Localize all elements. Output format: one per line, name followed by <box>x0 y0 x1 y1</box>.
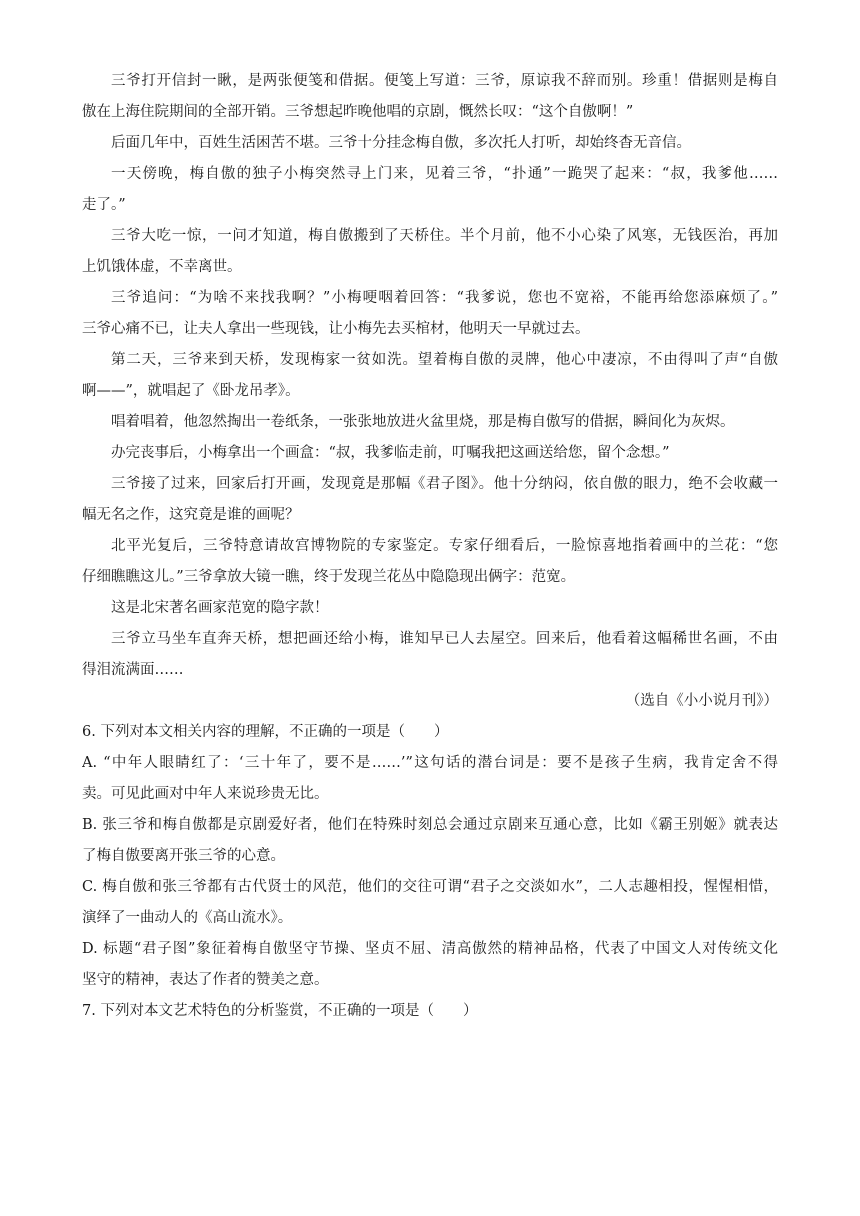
option-d <box>82 934 778 996</box>
option-line: 演绎了一曲动人的《高山流水》。 <box>82 910 293 926</box>
paragraph <box>82 531 778 593</box>
question-stem: 6. 下列对本文相关内容的理解，不正确的一项是（ ） <box>82 724 449 740</box>
text-line: 三爷大吃一惊，一问才知道，梅自傲搬到了天桥住。半个月前，他不小心染了风寒，无钱医治，再加 <box>111 228 778 244</box>
text-line: 三爷接了过来，回家后打开画，发现竟是那幅《君子图》。他十分纳闷，依自傲的眼力，绝不会收藏一 <box>111 476 778 492</box>
paragraph <box>82 66 778 128</box>
text-line: 幅无名之作，这究竟是谁的画呢？ <box>82 507 300 523</box>
text-line: 得泪流满面…… <box>82 662 184 678</box>
text-line: 后面几年中，百姓生活困苦不堪。三爷十分挂念梅自傲，多次托人打听，却始终杳无音信。 <box>111 135 691 151</box>
text-line: 三爷立马坐车直奔天桥，想把画还给小梅，谁知早已人去屋空。回来后，他看着这幅稀世名画，不由 <box>111 631 778 647</box>
option-line: A. “中年人眼睛红了：‘三十年了，要不是……’”这句话的潜台词是：要不是孩子生病，我肯定舍不得 <box>82 755 778 771</box>
text-line: 三爷追问：“为啥不来找我啊？”小梅哽咽着回答：“我爹说，您也不宽裕，不能再给您添麻烦了。” <box>111 290 778 306</box>
paragraph <box>82 407 778 438</box>
option-line: B. 张三爷和梅自傲都是京剧爱好者，他们在特殊时刻总会通过京剧来互通心意，比如《霸王别姬》就表达 <box>82 817 778 833</box>
question-7 <box>82 996 778 1027</box>
story-text <box>82 66 778 717</box>
text-line: 三爷心痛不已，让夫人拿出一些现钱，让小梅先去买棺材，他明天一早就过去。 <box>82 321 590 337</box>
text-line: 唱着唱着，他忽然掏出一卷纸条，一张张地放进火盆里烧，那是梅自傲写的借据，瞬间化为灰烬。 <box>111 414 735 430</box>
option-c <box>82 872 778 934</box>
paragraph <box>82 593 778 624</box>
text-line: 一天傍晚，梅自傲的独子小梅突然寻上门来，见着三爷，“扑通”一跪哭了起来：“叔，我爹他…… <box>111 166 778 182</box>
paragraph <box>82 221 778 283</box>
text-line: 上饥饿体虚，不幸离世。 <box>82 259 242 275</box>
text-line: 这是北宋著名画家范宽的隐字款！ <box>111 600 329 616</box>
text-line: 办完丧事后，小梅拿出一个画盒：“叔，我爹临走前，叮嘱我把这画送给您，留个念想。” <box>111 445 670 461</box>
text-line: 三爷打开信封一瞅，是两张便笺和借据。便笺上写道：三爷，原谅我不辞而别。珍重！借据则是梅自 <box>111 73 778 89</box>
text-line: 仔细瞧瞧这儿。”三爷拿放大镜一瞧，终于发现兰花丛中隐隐现出俩字：范宽。 <box>82 569 576 585</box>
paragraph <box>82 624 778 686</box>
option-a <box>82 748 778 810</box>
option-line: 卖。可见此画对中年人来说珍贵无比。 <box>82 786 329 802</box>
question-6 <box>82 717 778 996</box>
text-line: 傲在上海住院期间的全部开销。三爷想起昨晚他唱的京剧，慨然长叹：“这个自傲啊！” <box>82 104 634 120</box>
question-stem: 7. 下列对本文艺术特色的分析鉴赏，不正确的一项是（ ） <box>82 1003 478 1019</box>
option-line: D. 标题“君子图”象征着梅自傲坚守节操、坚贞不屈、清高傲然的精神品格，代表了中国文人对传统文化 <box>82 941 778 957</box>
source-citation: （选自《小小说月刊》） <box>625 693 778 709</box>
option-line: 了梅自傲要离开张三爷的心意。 <box>82 848 285 864</box>
text-line: 第二天，三爷来到天桥，发现梅家一贫如洗。望着梅自傲的灵牌，他心中凄凉，不由得叫了声“自傲 <box>111 352 778 368</box>
text-line: 北平光复后，三爷特意请故宫博物院的专家鉴定。专家仔细看后，一脸惊喜地指着画中的兰花：“您 <box>111 538 778 554</box>
paragraph <box>82 283 778 345</box>
paragraph <box>82 438 778 469</box>
paragraph <box>82 128 778 159</box>
text-line: 走了。” <box>82 197 126 213</box>
paragraph <box>82 469 778 531</box>
option-b <box>82 810 778 872</box>
option-line: 坚守的精神，表达了作者的赞美之意。 <box>82 972 329 988</box>
paragraph <box>82 159 778 221</box>
option-line: C. 梅自傲和张三爷都有古代贤士的风范，他们的交往可谓“君子之交淡如水”，二人志趣相投，惺惺相惜， <box>82 879 778 895</box>
text-line: 啊——”，就唱起了《卧龙吊孝》。 <box>82 383 300 399</box>
paragraph <box>82 345 778 407</box>
